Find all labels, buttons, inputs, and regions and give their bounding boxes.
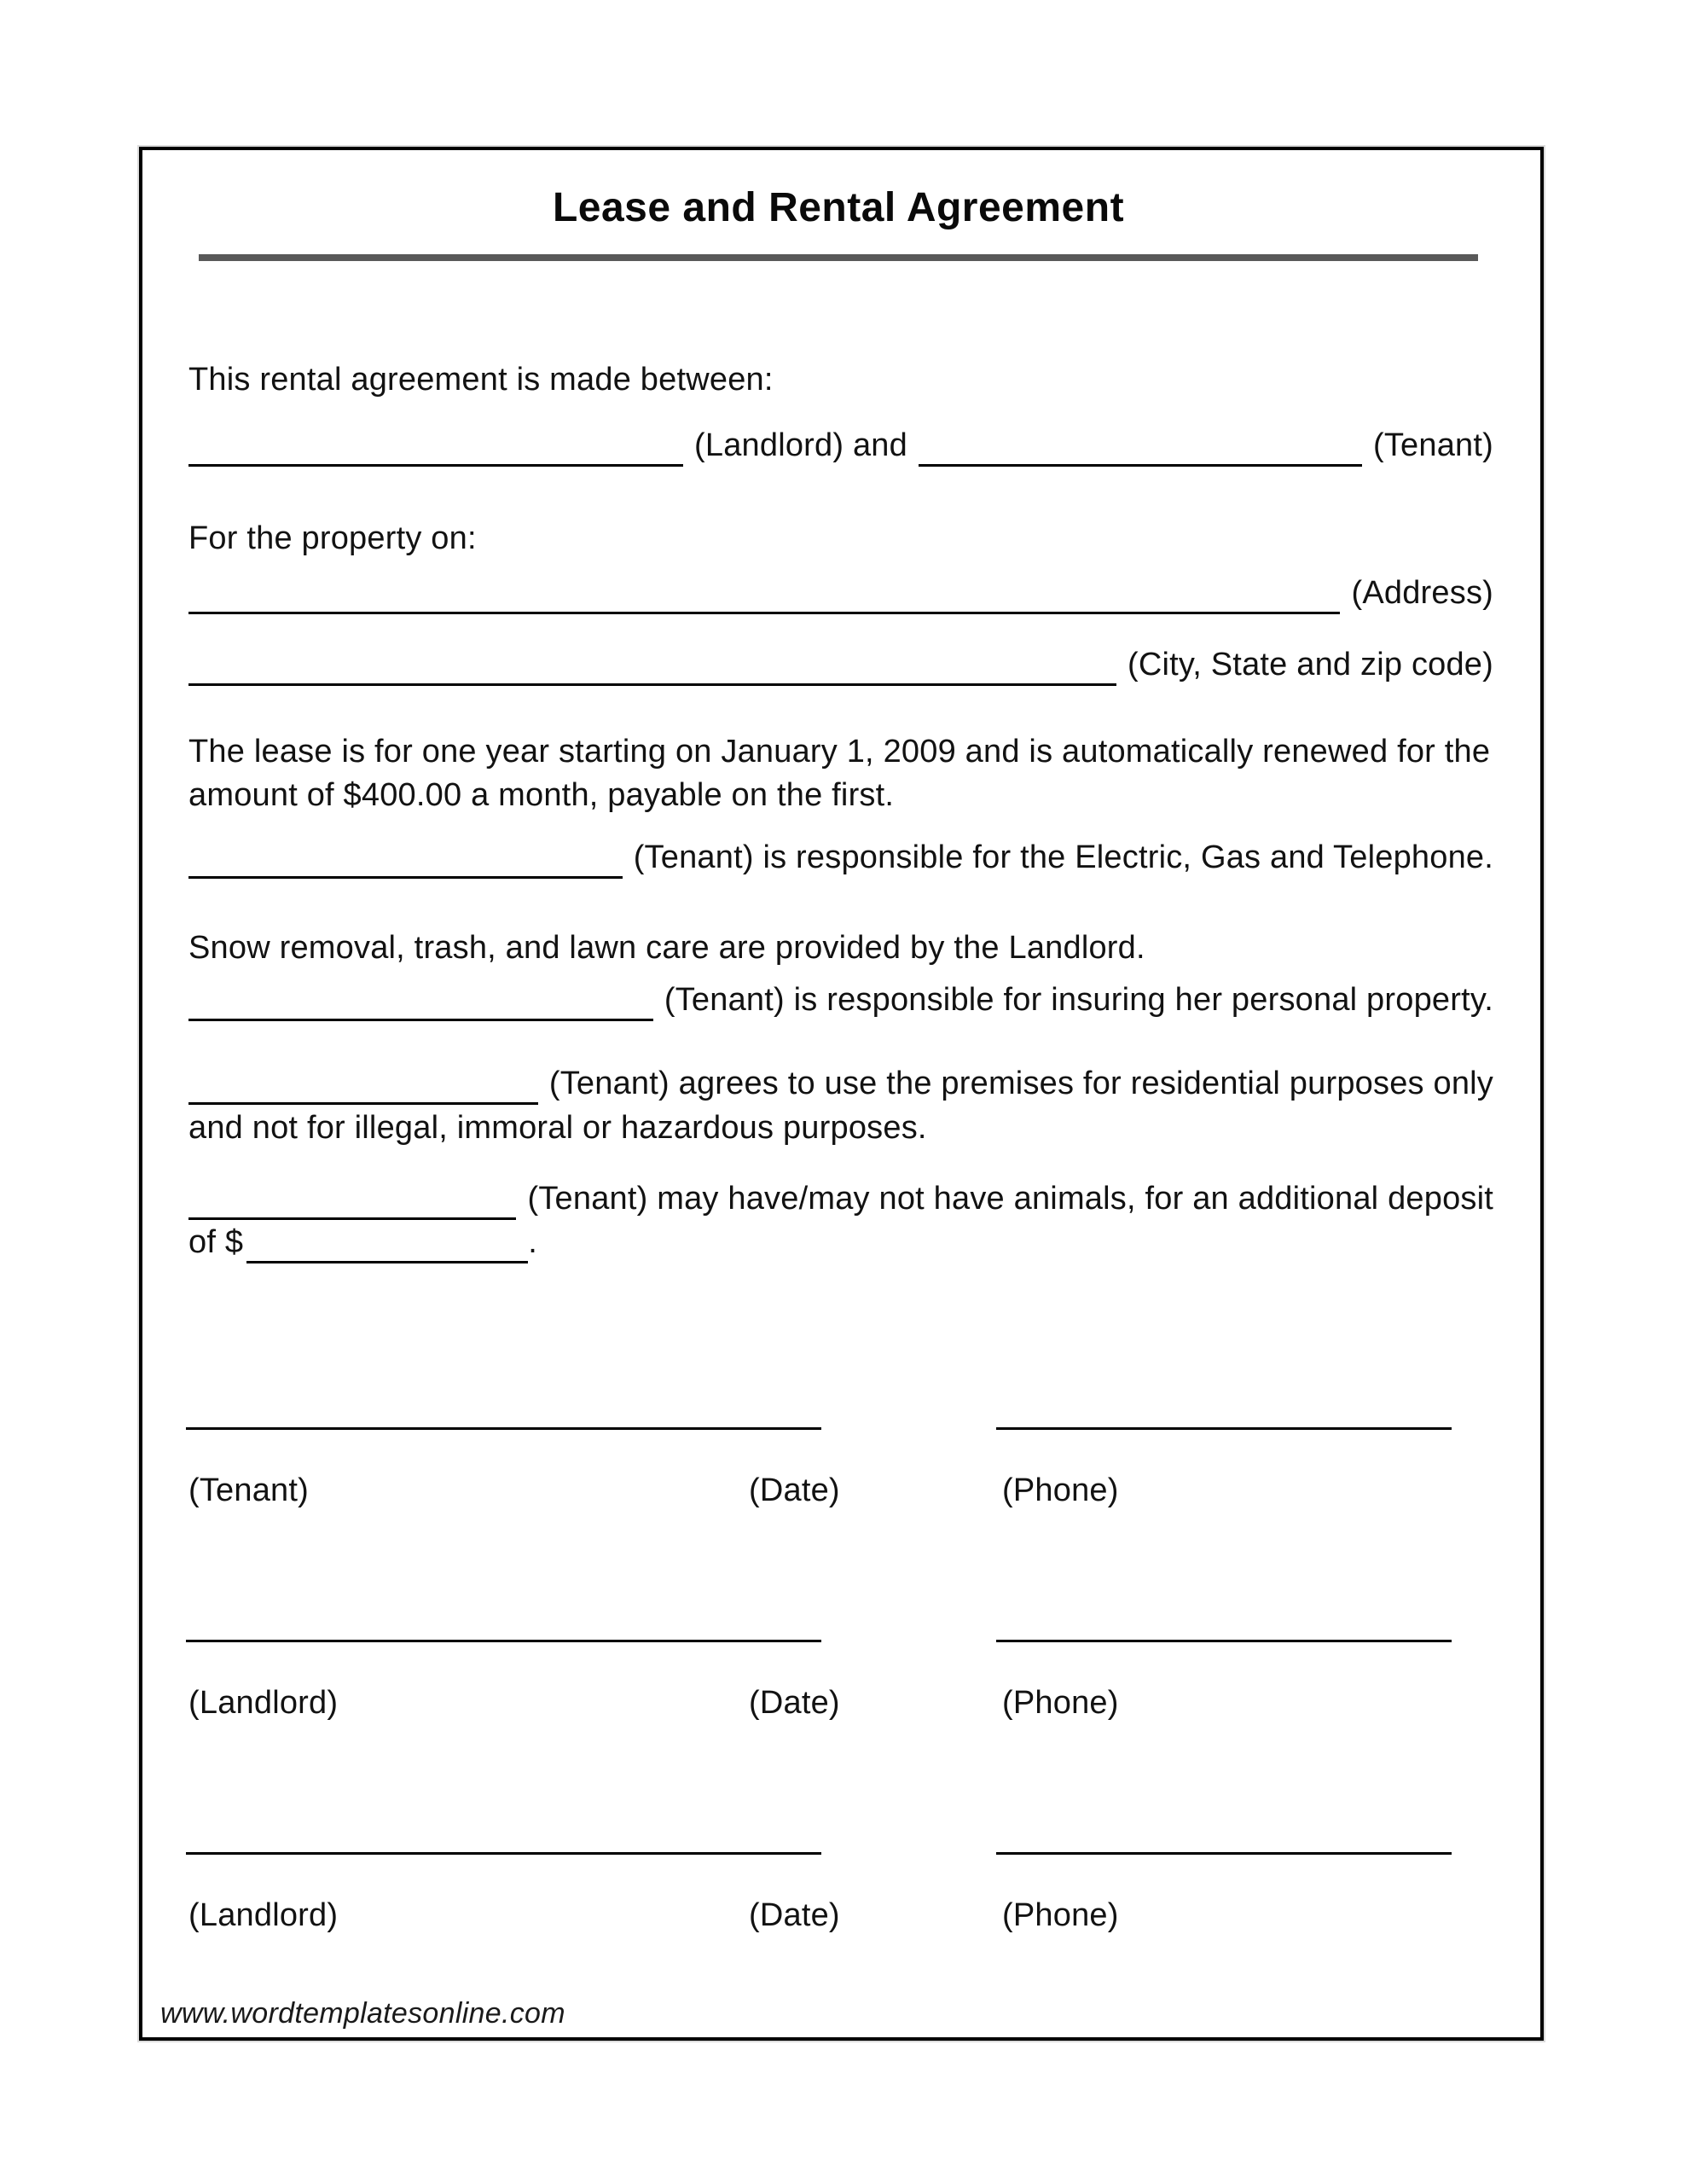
landlord2-signature-line[interactable]	[186, 1852, 821, 1855]
page-title: Lease and Rental Agreement	[552, 185, 1125, 230]
animals-label: (Tenant) may have/may not have animals, for an additional deposit	[527, 1181, 1493, 1217]
tenant-name-blank[interactable]	[919, 419, 1362, 467]
landlord1-signature-label: (Landlord)	[188, 1685, 339, 1721]
landlord1-phone-line[interactable]	[996, 1640, 1452, 1642]
premises-use-line	[188, 1057, 1493, 1105]
city-state-zip-blank[interactable]	[188, 638, 1116, 686]
landlord1-date-label: (Date)	[749, 1685, 840, 1721]
utilities-line	[188, 831, 1493, 879]
animals-line	[188, 1172, 1493, 1220]
property-heading: For the property on:	[188, 520, 477, 556]
tenant-date-label: (Date)	[749, 1472, 840, 1508]
city-state-zip-line	[188, 638, 1493, 686]
premises-use-tenant-blank[interactable]	[188, 1057, 538, 1105]
landlord2-phone-line[interactable]	[996, 1852, 1452, 1855]
parties-line	[188, 419, 1493, 467]
title-underline-rule	[199, 254, 1478, 261]
address-label: (Address)	[1351, 575, 1493, 611]
tenant-phone-line[interactable]	[996, 1427, 1452, 1430]
city-state-zip-label: (City, State and zip code)	[1127, 647, 1493, 682]
animals-deposit-prefix: of $	[188, 1224, 244, 1260]
landlord-provides-paragraph: Snow removal, trash, and lawn care are provided by the Landlord.	[188, 930, 1145, 966]
tenant-phone-label: (Phone)	[1002, 1472, 1119, 1508]
utilities-label: (Tenant) is responsible for the Electric, Gas and Telephone.	[633, 839, 1493, 875]
tenant-signature-line[interactable]	[186, 1427, 821, 1430]
tenant-label: (Tenant)	[1372, 427, 1493, 463]
insurance-line	[188, 973, 1493, 1021]
landlord2-phone-label: (Phone)	[1002, 1897, 1119, 1933]
tenant-signature-label: (Tenant)	[188, 1472, 310, 1508]
insurance-label: (Tenant) is responsible for insuring her personal property.	[664, 982, 1493, 1018]
footer-url: www.wordtemplatesonline.com	[160, 1997, 565, 2030]
landlord-name-blank[interactable]	[188, 419, 683, 467]
address-line	[188, 566, 1493, 614]
insurance-tenant-blank[interactable]	[188, 973, 653, 1021]
address-blank[interactable]	[188, 566, 1340, 614]
lease-terms-paragraph: The lease is for one year starting on January 1, 2009 and is automatically renewed for the amount of $400.00 a month, payable on the first.	[188, 734, 1491, 813]
utilities-tenant-blank[interactable]	[188, 831, 623, 879]
premises-use-label: (Tenant) agrees to use the premises for residential purposes only	[548, 1066, 1493, 1101]
intro-paragraph: This rental agreement is made between:	[188, 362, 774, 398]
landlord1-signature-line[interactable]	[186, 1640, 821, 1642]
document-page	[139, 147, 1544, 2041]
landlord2-date-label: (Date)	[749, 1897, 840, 1933]
premises-use-continuation: and not for illegal, immoral or hazardous purposes.	[188, 1110, 927, 1146]
animals-tenant-blank[interactable]	[188, 1172, 516, 1220]
animals-deposit-amount-blank[interactable]	[246, 1216, 528, 1263]
landlord1-phone-label: (Phone)	[1002, 1685, 1119, 1721]
landlord-label: (Landlord) and	[694, 427, 907, 463]
animals-deposit-line	[188, 1216, 1493, 1263]
animals-deposit-period: .	[528, 1224, 537, 1260]
landlord2-signature-label: (Landlord)	[188, 1897, 339, 1933]
